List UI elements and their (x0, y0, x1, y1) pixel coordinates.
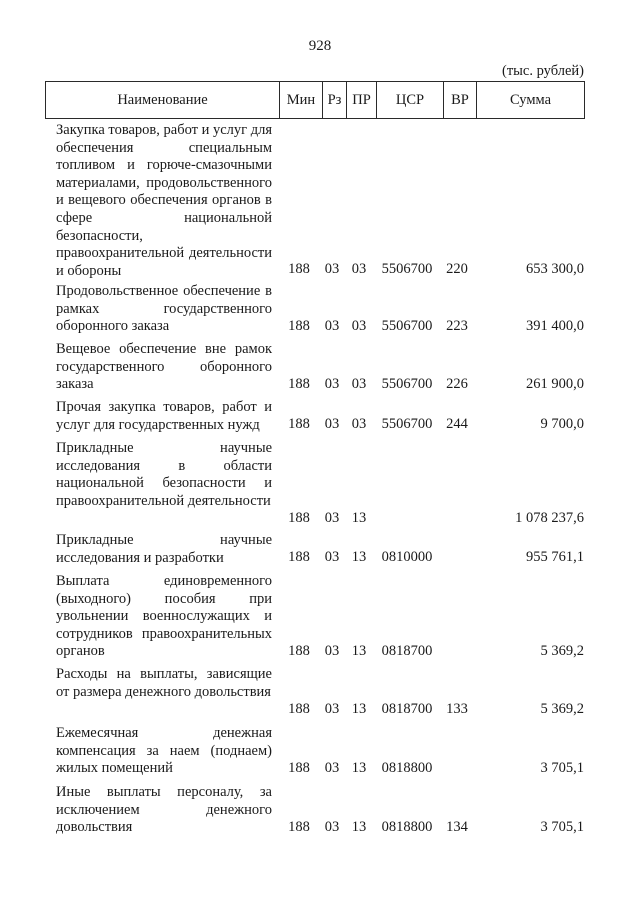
column-header-name: Наименование (117, 92, 208, 108)
cell-sum: 5 369,2 (540, 643, 584, 659)
row-values (0, 509, 640, 527)
row-values (0, 260, 640, 278)
cell-csr: 5506700 (381, 376, 433, 392)
cell-csr: 0818800 (381, 819, 433, 835)
cell-min: 188 (288, 643, 310, 659)
cell-min: 188 (288, 261, 310, 277)
cell-vr: 226 (446, 376, 468, 392)
column-header-vr: ВР (443, 82, 476, 118)
row-values (0, 759, 640, 777)
row-name: Ежемесячная денежная компенсация за наем (поднаем) жилых помещений (56, 725, 272, 777)
cell-rz: 03 (324, 376, 340, 392)
cell-pr: 13 (351, 819, 367, 835)
cell-sum: 9 700,0 (540, 416, 584, 432)
cell-vr: 134 (446, 819, 468, 835)
cell-sum: 1 078 237,6 (515, 510, 584, 526)
column-header-pr: ПР (346, 82, 376, 118)
cell-min: 188 (288, 416, 310, 432)
cell-min: 188 (288, 318, 310, 334)
cell-pr: 03 (351, 261, 367, 277)
column-header-min: Мин (279, 82, 322, 118)
cell-min: 188 (288, 819, 310, 835)
row-values (0, 818, 640, 836)
row-values (0, 317, 640, 335)
row-values (0, 548, 640, 566)
units-note: (тыс. рублей) (502, 63, 584, 79)
cell-vr: 244 (446, 416, 468, 432)
row-values (0, 415, 640, 433)
cell-vr: 223 (446, 318, 468, 334)
cell-sum: 3 705,1 (540, 760, 584, 776)
cell-sum: 653 300,0 (526, 261, 584, 277)
cell-pr: 13 (351, 643, 367, 659)
cell-sum: 3 705,1 (540, 819, 584, 835)
row-values (0, 375, 640, 393)
row-name: Прикладные научные исследования в области национальной безопасности и правоохранительной деятельности (56, 440, 272, 509)
row-name: Выплата единовременного (выходного) пособия при увольнении военнослужащих и сотрудников правоохранительных органов (56, 573, 272, 660)
row-name: Иные выплаты персоналу, за исключением денежного довольствия (56, 784, 272, 836)
cell-csr: 5506700 (381, 261, 433, 277)
cell-min: 188 (288, 701, 310, 717)
cell-min: 188 (288, 510, 310, 526)
row-name: Вещевое обеспечение вне рамок государственного оборонного заказа (56, 341, 272, 393)
cell-sum: 5 369,2 (540, 701, 584, 717)
page-number: 928 (308, 38, 332, 54)
row-name: Закупка товаров, работ и услуг для обеспечения специальным топливом и горюче-смазочными материалами, продовольственного и вещевого обеспечения органов в сфере национальной безопасности, правоохранительной деятельности и обороны (56, 122, 273, 279)
cell-rz: 03 (324, 549, 340, 565)
cell-csr: 0818700 (381, 643, 433, 659)
row-name: Расходы на выплаты, зависящие от размера денежного довольствия (56, 666, 272, 700)
cell-csr: 0810000 (381, 549, 433, 565)
cell-rz: 03 (324, 510, 340, 526)
cell-pr: 03 (351, 376, 367, 392)
row-values (0, 700, 640, 718)
cell-rz: 03 (324, 819, 340, 835)
cell-pr: 13 (351, 549, 367, 565)
row-name: Прикладные научные исследования и разработки (56, 532, 272, 566)
cell-min: 188 (288, 760, 310, 776)
table-header (45, 81, 585, 119)
cell-vr: 133 (446, 701, 468, 717)
cell-min: 188 (288, 549, 310, 565)
cell-csr: 5506700 (381, 318, 433, 334)
cell-csr: 0818800 (381, 760, 433, 776)
cell-rz: 03 (324, 643, 340, 659)
row-name: Продовольственное обеспечение в рамках государственного оборонного заказа (56, 283, 272, 335)
cell-pr: 03 (351, 318, 367, 334)
row-name: Прочая закупка товаров, работ и услуг для государственных нужд (56, 399, 272, 433)
cell-rz: 03 (324, 416, 340, 432)
cell-rz: 03 (324, 760, 340, 776)
cell-pr: 13 (351, 510, 367, 526)
cell-pr: 13 (351, 701, 367, 717)
cell-sum: 955 761,1 (526, 549, 584, 565)
cell-sum: 261 900,0 (526, 376, 584, 392)
row-values (0, 642, 640, 660)
cell-rz: 03 (324, 318, 340, 334)
column-header-rz: Рз (322, 82, 346, 118)
column-header-sum: Сумма (476, 82, 584, 118)
cell-pr: 03 (351, 416, 367, 432)
cell-min: 188 (288, 376, 310, 392)
cell-rz: 03 (324, 261, 340, 277)
cell-csr: 5506700 (381, 416, 433, 432)
cell-vr: 220 (446, 261, 468, 277)
cell-sum: 391 400,0 (526, 318, 584, 334)
cell-csr: 0818700 (381, 701, 433, 717)
cell-rz: 03 (324, 701, 340, 717)
column-header-csr: ЦСР (376, 82, 443, 118)
cell-pr: 13 (351, 760, 367, 776)
